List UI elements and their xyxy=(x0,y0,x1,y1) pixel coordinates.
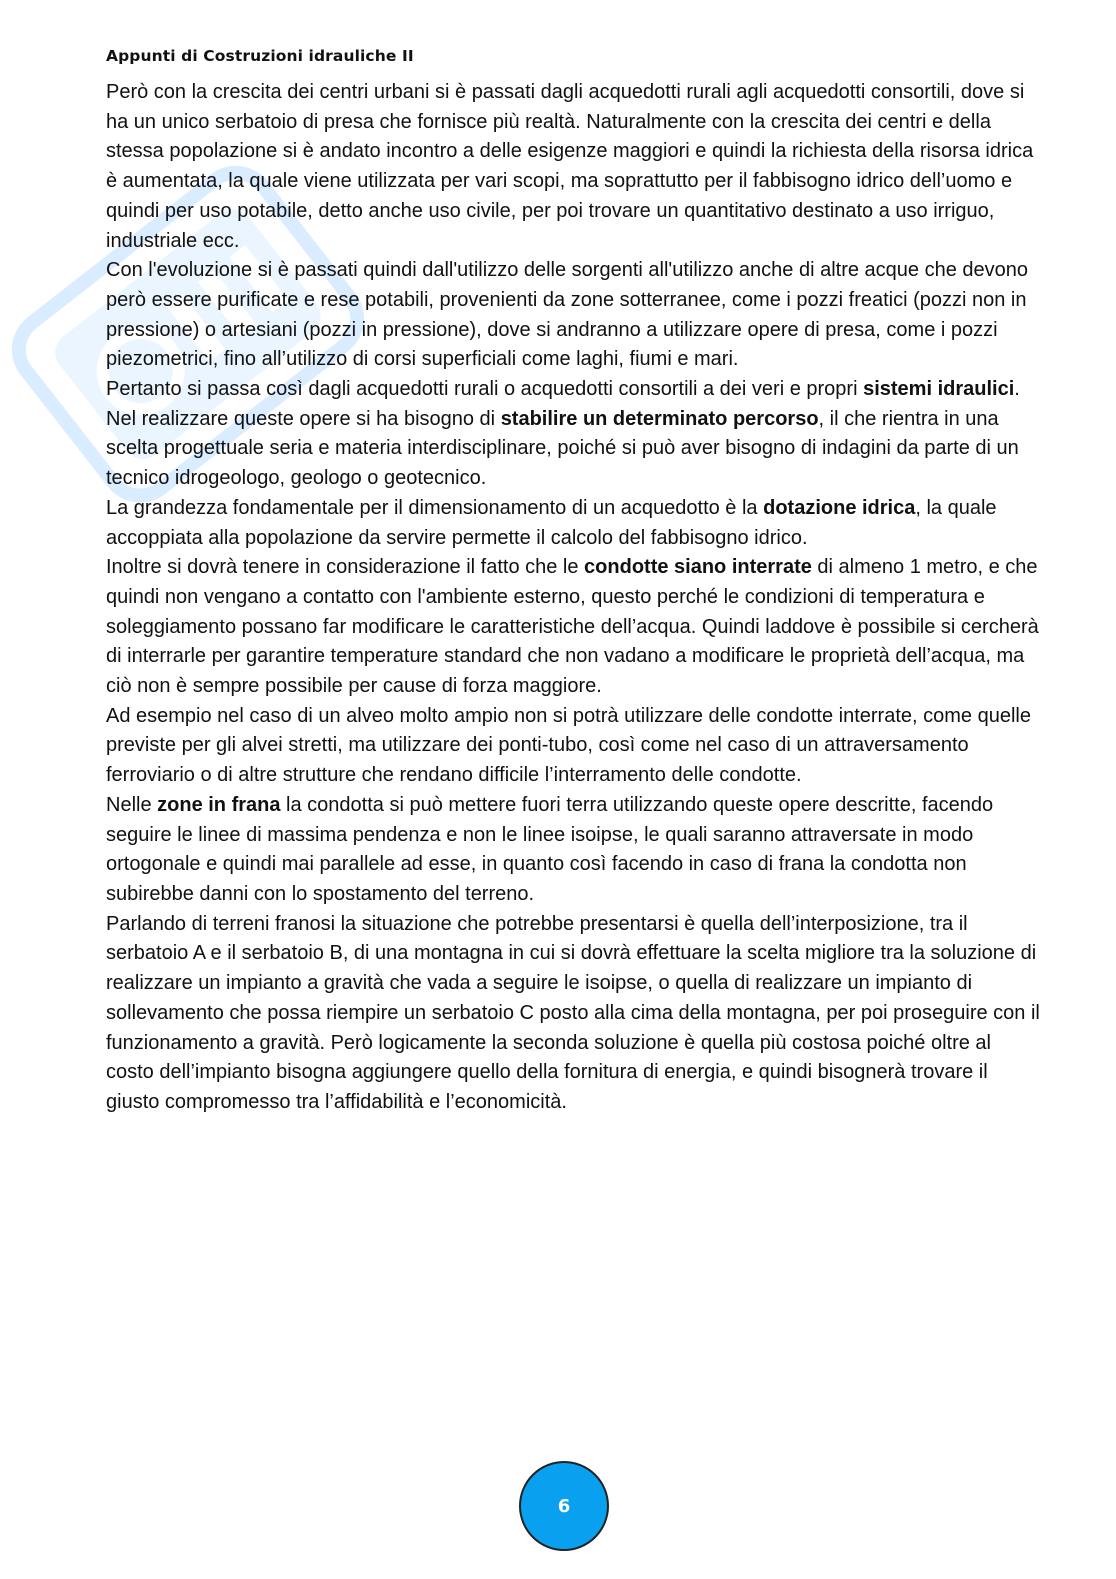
text-segment: Però con la crescita dei centri urbani si è passati dagli acquedotti rurali agli acquedotti consortili, dove si ha un unico serbatoio di presa che fornisce più realtà. Naturalmente con la crescita dei centri e della stessa popolazione si è andato incontro a delle esigenze maggiori e quindi la richiesta della risorsa idrica è aumentata, la quale viene utilizzata per vari scopi, ma soprattutto per il fabbisogno idrico dell’uomo e quindi per uso potabile, detto anche uso civile, per poi trovare un quantitativo destinato a uso irriguo, industriale ecc. xyxy=(106,81,1034,252)
document-body xyxy=(106,78,1041,1118)
page-number: 6 xyxy=(557,1495,571,1517)
page-header-title: Appunti di Costruzioni idrauliche II xyxy=(106,47,414,65)
bold-text: sistemi idraulici xyxy=(863,378,1015,401)
bold-text: stabilire un determinato percorso xyxy=(500,407,819,430)
paragraph xyxy=(106,494,1041,553)
bold-text: zone in frana xyxy=(157,793,281,816)
text-segment: Con l'evoluzione si è passati quindi dall'utilizzo delle sorgenti all'utilizzo anche di altre acque che devono però essere purificate e rese potabili, provenienti da zone sotterranee, come i pozzi freatici (pozzi non in pressione) o artesiani (pozzi in pressione), dove si andranno a utilizzare opere di presa, come i pozzi piezometrici, fino all’utilizzo di corsi superficiali come laghi, fiumi e mari. xyxy=(106,259,1029,371)
text-segment: di almeno 1 metro, e che quindi non vengano a contatto con l'ambiente esterno, questo perché le condizioni di temperatura e soleggiamento possano far modificare le caratteristiche dell’acqua. Quindi laddove è possibile si cercherà di interrarle per garantire temperature standard che non vadano a modificare le proprietà dell’acqua, ma ciò non è sempre possibile per cause di forza maggiore. xyxy=(106,556,1039,698)
text-segment: Ad esempio nel caso di un alveo molto ampio non si potrà utilizzare delle condotte interrate, come quelle previste per gli alvei stretti, ma utilizzare dei ponti-tubo, così come nel caso di un attraversamento ferroviario o di altre strutture che rendano difficile l’interramento delle condotte. xyxy=(106,704,1031,787)
page-number-badge xyxy=(519,1461,609,1551)
text-segment: . xyxy=(1014,378,1020,401)
paragraph xyxy=(106,702,1041,791)
paragraph xyxy=(106,78,1041,256)
paragraph xyxy=(106,405,1041,494)
paragraph xyxy=(106,791,1041,910)
text-segment: , la quale accoppiata alla popolazione da servire permette il calcolo del fabbisogno idrico. xyxy=(106,496,997,549)
text-segment: Inoltre si dovrà tenere in considerazione il fatto che le xyxy=(106,556,585,579)
paragraph xyxy=(106,375,1041,405)
paragraph xyxy=(106,553,1041,702)
text-segment: Nel realizzare queste opere si ha bisogno di xyxy=(106,407,501,430)
paragraph xyxy=(106,256,1041,375)
text-segment: la condotta si può mettere fuori terra utilizzando queste opere descritte, facendo seguire le linee di massima pendenza e non le linee isoipse, le quali saranno attraversate in modo ortogonale e quindi mai parallele ad esse, in quanto così facendo in caso di frana la condotta non subirebbe danni con lo spostamento del terreno. xyxy=(106,793,994,905)
bold-text: dotazione idrica xyxy=(763,496,916,519)
text-segment: Nelle xyxy=(106,793,158,816)
paragraph xyxy=(106,910,1041,1118)
text-segment: La grandezza fondamentale per il dimensionamento di un acquedotto è la xyxy=(106,496,764,519)
text-segment: Parlando di terreni franosi la situazione che potrebbe presentarsi è quella dell’interposizione, tra il serbatoio A e il serbatoio B, di una montagna in cui si dovrà effettuare la scelta migliore tra la soluzione di realizzare un impianto a gravità che vada a seguire le isoipse, o quella di realizzare un impianto di sollevamento che possa riempire un serbatoio C posto alla cima della montagna, per poi proseguire con il funzionamento a gravità. Però logicamente la seconda soluzione è quella più costosa poiché oltre al costo dell’impianto bisogna aggiungere quello della fornitura di energia, e quindi bisognerà trovare il giusto compromesso tra l’affidabilità e l’economicità. xyxy=(106,912,1040,1113)
text-segment: Pertanto si passa così dagli acquedotti rurali o acquedotti consortili a dei veri e propri xyxy=(106,378,864,401)
text-segment: , il che rientra in una scelta progettuale seria e materia interdisciplinare, poiché si può aver bisogno di indagini da parte di un tecnico idrogeologo, geologo o geotecnico. xyxy=(106,407,1019,490)
bold-text: condotte siano interrate xyxy=(584,556,812,579)
